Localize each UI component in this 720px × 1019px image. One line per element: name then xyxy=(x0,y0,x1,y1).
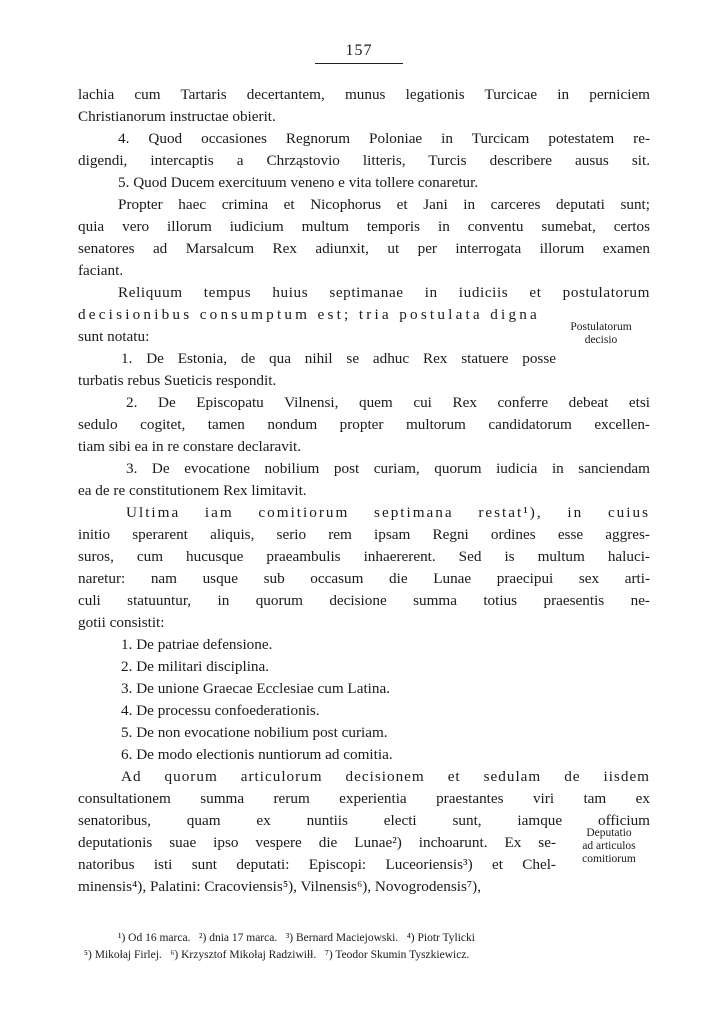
text-line: ea de re constitutionem Rex limitavit. xyxy=(78,482,307,499)
text-line: Ad quorum articulorum decisionem et sedulam de iisdem xyxy=(121,768,650,785)
text-line: culi statuuntur, in quorum decisione summa totius praesentis ne- xyxy=(78,592,650,609)
text-line: digendi, intercaptis a Chrząstovio litteris, Turcis describere ausus sit. xyxy=(78,152,650,169)
text-line: senatoribus, quam ex nuntiis electi sunt, iamque officium xyxy=(78,812,650,829)
text-line: tiam sibi ea in re constare declaravit. xyxy=(78,438,302,455)
text-line: 4. Quod occasiones Regnorum Poloniae in Turcicam potestatem re- xyxy=(118,130,650,147)
text-line: 3. De unione Graecae Ecclesiae cum Latina. xyxy=(121,680,391,697)
footnote-line: ⁵) Mikołaj Firlej. ⁶) Krzysztof Mikołaj Radziwiłł. ⁷) Teodor Skumin Tyszkiewicz. xyxy=(84,949,470,961)
text-line: 6. De modo electionis nuntiorum ad comitia. xyxy=(121,746,393,763)
text-line: lachia cum Tartaris decertantem, munus legationis Turcicae in perniciem xyxy=(78,86,650,103)
text-line: senatores ad Marsalcum Rex adiunxit, ut per interrogata illorum examen xyxy=(78,240,650,257)
margin-note-line: Postulatorum xyxy=(570,321,632,333)
text-line: quia vero illorum iudicium multum temporis in conventu sumebat, certos xyxy=(78,218,650,235)
margin-note-line: decisio xyxy=(584,334,618,346)
margin-note-line: ad articulos xyxy=(582,840,636,852)
text-line: turbatis rebus Sueticis respondit. xyxy=(78,372,277,389)
text-line: gotii consistit: xyxy=(78,614,165,631)
text-line: faciant. xyxy=(78,262,124,279)
footnote-line: ¹) Od 16 marca. ²) dnia 17 marca. ³) Bernard Maciejowski. ⁴) Piotr Tylicki xyxy=(118,932,475,944)
margin-note-deputatio xyxy=(566,827,652,866)
text-line: 1. De patriae defensione. xyxy=(121,636,273,653)
text-line: initio sperarent aliquis, serio rem ipsam Regni ordines esse aggres- xyxy=(78,526,650,543)
text-line: deputationis suae ipso vespere die Lunae²) inchoarunt. Ex se- xyxy=(78,834,556,851)
text-line: consultationem summa rerum experientia praestantes viri tam ex xyxy=(78,790,650,807)
text-line: 5. Quod Ducem exercituum veneno e vita tollere conaretur. xyxy=(118,174,479,191)
text-line: 5. De non evocatione nobilium post curiam. xyxy=(121,724,388,741)
text-line: sedulo cogitet, tamen nondum propter multorum candidatorum excellen- xyxy=(78,416,650,433)
margin-note-line: Deputatio xyxy=(586,827,632,839)
header-rule xyxy=(315,63,403,64)
text-line: 2. De militari disciplina. xyxy=(121,658,270,675)
page-number: 157 xyxy=(345,42,373,59)
text-line: Christianorum instructae obierit. xyxy=(78,108,276,125)
text-line: Reliquum tempus huius septimanae in iudiciis et postulatorum xyxy=(118,284,650,301)
text-line: Propter haec crimina et Nicophorus et Jani in carceres deputati sunt; xyxy=(118,196,650,213)
text-line: decisionibus consumptum est; tria postulata digna xyxy=(78,306,540,323)
margin-note-line: comitiorum xyxy=(582,853,636,865)
text-line: 2. De Episcopatu Vilnensi, quem cui Rex conferre debeat etsi xyxy=(126,394,650,411)
text-line: Ultima iam comitiorum septimana restat¹), in cuius xyxy=(126,504,650,521)
text-line: natoribus isti sunt deputati: Episcopi: Luceoriensis³) et Chel- xyxy=(78,856,556,873)
text-line: suros, cum hucusque praeambulis inhaererent. Sed is multum haluci- xyxy=(78,548,650,565)
text-line: minensis⁴), Palatini: Cracoviensis⁵), Vilnensis⁶), Novogrodensis⁷), xyxy=(78,878,482,895)
text-line: 4. De processu confoederationis. xyxy=(121,702,320,719)
text-line: 3. De evocatione nobilium post curiam, quorum iudicia in sanciendam xyxy=(126,460,650,477)
text-line: naretur: nam usque sub occasum die Lunae praecipui sex arti- xyxy=(78,570,650,587)
text-line: 1. De Estonia, de qua nihil se adhuc Rex statuere posse xyxy=(121,350,556,367)
text-line: sunt notatu: xyxy=(78,328,150,345)
margin-note-postulatorum xyxy=(558,321,644,347)
footnotes xyxy=(84,930,644,964)
